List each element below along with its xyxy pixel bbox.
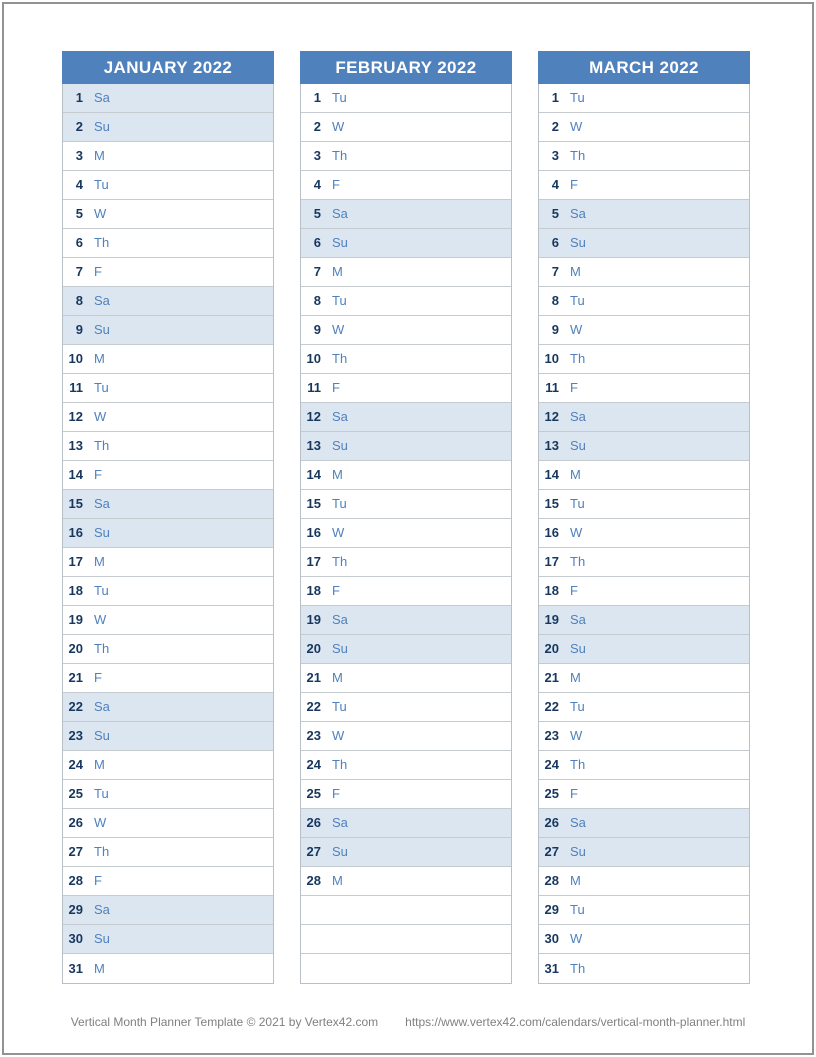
day-row: [63, 809, 273, 838]
weekday-label: Tu: [570, 699, 585, 714]
day-number: 12: [68, 409, 83, 424]
day-number: 11: [307, 380, 321, 395]
day-row: [539, 693, 749, 722]
weekday-label: Tu: [570, 90, 585, 105]
day-number: 21: [68, 670, 83, 685]
day-row: [539, 142, 749, 171]
day-number: 9: [75, 322, 83, 337]
day-number: 22: [306, 699, 321, 714]
empty-row: [301, 896, 511, 925]
weekday-label: Th: [94, 641, 110, 656]
day-number: 25: [68, 786, 83, 801]
day-number: 5: [75, 206, 83, 221]
day-row: [301, 635, 511, 664]
day-row: [301, 229, 511, 258]
day-row: [63, 200, 273, 229]
day-row: [539, 374, 749, 403]
day-row: [301, 461, 511, 490]
day-number: 1: [75, 90, 83, 105]
day-number: 4: [551, 177, 559, 192]
day-row: [301, 200, 511, 229]
weekday-label: Sa: [332, 612, 348, 627]
day-row: [539, 519, 749, 548]
weekday-label: W: [332, 119, 345, 134]
weekday-label: F: [94, 873, 102, 888]
day-row: [539, 229, 749, 258]
weekday-label: Sa: [94, 293, 110, 308]
weekday-label: Th: [332, 554, 348, 569]
weekday-label: W: [570, 322, 583, 337]
day-row: [63, 229, 273, 258]
day-number: 22: [68, 699, 83, 714]
day-row: [539, 838, 749, 867]
day-row: [63, 925, 273, 954]
day-row: [539, 287, 749, 316]
day-number: 27: [544, 844, 559, 859]
day-row: [63, 548, 273, 577]
weekday-label: Tu: [94, 177, 109, 192]
day-number: 31: [544, 961, 559, 976]
day-number: 12: [306, 409, 321, 424]
day-row: [63, 316, 273, 345]
day-row: [63, 432, 273, 461]
day-row: [539, 345, 749, 374]
weekday-label: Sa: [570, 612, 586, 627]
weekday-label: Tu: [570, 293, 585, 308]
day-row: [539, 461, 749, 490]
day-number: 20: [68, 641, 83, 656]
day-row: [63, 635, 273, 664]
day-row: [63, 258, 273, 287]
weekday-label: Su: [570, 235, 586, 250]
day-number: 10: [544, 351, 559, 366]
day-row: [63, 461, 273, 490]
weekday-label: Su: [94, 525, 110, 540]
day-number: 9: [313, 322, 321, 337]
day-number: 17: [306, 554, 321, 569]
day-number: 16: [306, 525, 321, 540]
day-row: [539, 548, 749, 577]
weekday-label: M: [332, 670, 343, 685]
day-row: [63, 84, 273, 113]
weekday-label: Th: [94, 844, 110, 859]
weekday-label: Th: [94, 438, 110, 453]
day-row: [539, 403, 749, 432]
weekday-label: Tu: [570, 496, 585, 511]
day-number: 9: [551, 322, 559, 337]
weekday-label: Th: [94, 235, 110, 250]
day-number: 2: [313, 119, 321, 134]
weekday-label: W: [94, 612, 107, 627]
day-row: [539, 635, 749, 664]
month-rows: [300, 84, 512, 984]
month-rows: [538, 84, 750, 984]
weekday-label: F: [570, 786, 578, 801]
day-number: 7: [75, 264, 83, 279]
day-row: [301, 780, 511, 809]
day-number: 29: [544, 902, 559, 917]
weekday-label: M: [94, 148, 105, 163]
day-row: [301, 838, 511, 867]
day-row: [301, 548, 511, 577]
day-number: 23: [68, 728, 83, 743]
weekday-label: Th: [570, 148, 586, 163]
weekday-label: Sa: [94, 496, 110, 511]
day-number: 6: [551, 235, 559, 250]
footer-credit: Vertical Month Planner Template © 2021 by Vertex42.com: [70, 1015, 379, 1029]
day-number: 14: [68, 467, 83, 482]
weekday-label: M: [332, 467, 343, 482]
weekday-label: F: [332, 583, 340, 598]
day-row: [301, 490, 511, 519]
day-number: 21: [544, 670, 559, 685]
day-number: 3: [75, 148, 83, 163]
day-row: [63, 606, 273, 635]
weekday-label: W: [570, 728, 583, 743]
day-row: [301, 113, 511, 142]
day-number: 19: [68, 612, 83, 627]
weekday-label: F: [570, 380, 578, 395]
month-header: MARCH 2022: [538, 51, 750, 84]
day-row: [301, 722, 511, 751]
day-number: 11: [69, 380, 83, 395]
day-row: [63, 896, 273, 925]
weekday-label: Su: [570, 844, 586, 859]
day-number: 24: [544, 757, 559, 772]
weekday-label: Th: [332, 757, 348, 772]
day-row: [301, 403, 511, 432]
day-row: [301, 809, 511, 838]
day-number: 17: [544, 554, 559, 569]
day-number: 24: [68, 757, 83, 772]
weekday-label: Tu: [332, 496, 347, 511]
day-row: [63, 577, 273, 606]
weekday-label: Th: [570, 351, 586, 366]
weekday-label: Sa: [94, 699, 110, 714]
day-number: 18: [68, 583, 83, 598]
weekday-label: M: [570, 264, 581, 279]
day-row: [301, 84, 511, 113]
day-number: 28: [68, 873, 83, 888]
month-rows: [62, 84, 274, 984]
day-row: [539, 751, 749, 780]
day-row: [63, 519, 273, 548]
day-row: [63, 867, 273, 896]
day-row: [539, 809, 749, 838]
day-row: [301, 374, 511, 403]
day-row: [301, 345, 511, 374]
weekday-label: W: [94, 409, 107, 424]
weekday-label: W: [94, 206, 107, 221]
weekday-label: F: [570, 583, 578, 598]
day-number: 23: [306, 728, 321, 743]
weekday-label: Th: [570, 757, 586, 772]
day-row: [539, 490, 749, 519]
day-number: 12: [544, 409, 559, 424]
weekday-label: Su: [332, 235, 348, 250]
weekday-label: Su: [570, 438, 586, 453]
day-number: 10: [306, 351, 321, 366]
day-row: [539, 258, 749, 287]
day-number: 3: [313, 148, 321, 163]
day-row: [301, 606, 511, 635]
month-header: JANUARY 2022: [62, 51, 274, 84]
empty-row: [301, 925, 511, 954]
day-row: [539, 925, 749, 954]
day-number: 18: [306, 583, 321, 598]
weekday-label: W: [570, 525, 583, 540]
day-row: [539, 780, 749, 809]
day-row: [301, 432, 511, 461]
weekday-label: Sa: [332, 409, 348, 424]
day-number: 18: [544, 583, 559, 598]
weekday-label: Tu: [94, 380, 109, 395]
weekday-label: F: [570, 177, 578, 192]
weekday-label: W: [332, 322, 345, 337]
day-number: 30: [544, 931, 559, 946]
footer: [0, 1015, 816, 1029]
day-row: [63, 403, 273, 432]
day-number: 25: [544, 786, 559, 801]
day-number: 26: [68, 815, 83, 830]
day-row: [539, 896, 749, 925]
day-number: 20: [544, 641, 559, 656]
day-row: [539, 954, 749, 983]
weekday-label: Th: [332, 148, 348, 163]
day-row: [63, 693, 273, 722]
day-number: 27: [306, 844, 321, 859]
weekday-label: Sa: [570, 409, 586, 424]
weekday-label: Sa: [570, 815, 586, 830]
weekday-label: M: [94, 554, 105, 569]
day-number: 2: [551, 119, 559, 134]
day-row: [539, 867, 749, 896]
day-row: [539, 84, 749, 113]
weekday-label: Su: [570, 641, 586, 656]
day-row: [539, 432, 749, 461]
day-number: 4: [313, 177, 321, 192]
day-number: 10: [68, 351, 83, 366]
weekday-label: M: [332, 264, 343, 279]
weekday-label: Sa: [570, 206, 586, 221]
weekday-label: M: [332, 873, 343, 888]
weekday-label: F: [94, 467, 102, 482]
day-number: 13: [68, 438, 83, 453]
weekday-label: W: [570, 931, 583, 946]
weekday-label: F: [332, 177, 340, 192]
day-row: [301, 664, 511, 693]
weekday-label: Su: [94, 322, 110, 337]
weekday-label: Sa: [94, 90, 110, 105]
day-number: 14: [306, 467, 321, 482]
weekday-label: Su: [332, 641, 348, 656]
day-number: 15: [544, 496, 559, 511]
day-row: [539, 606, 749, 635]
weekday-label: Tu: [332, 699, 347, 714]
weekday-label: M: [94, 757, 105, 772]
day-row: [301, 258, 511, 287]
day-number: 5: [551, 206, 559, 221]
day-row: [63, 664, 273, 693]
weekday-label: Tu: [94, 786, 109, 801]
day-number: 13: [306, 438, 321, 453]
day-number: 24: [306, 757, 321, 772]
day-row: [539, 664, 749, 693]
weekday-label: F: [94, 670, 102, 685]
day-number: 8: [551, 293, 559, 308]
weekday-label: Tu: [332, 90, 347, 105]
day-number: 1: [551, 90, 559, 105]
day-number: 2: [75, 119, 83, 134]
month-column: [538, 51, 750, 984]
day-row: [63, 171, 273, 200]
weekday-label: Th: [570, 961, 586, 976]
day-number: 19: [544, 612, 559, 627]
weekday-label: F: [332, 786, 340, 801]
day-row: [539, 200, 749, 229]
day-number: 21: [306, 670, 321, 685]
day-row: [63, 722, 273, 751]
day-number: 6: [75, 235, 83, 250]
day-row: [63, 751, 273, 780]
day-number: 5: [313, 206, 321, 221]
day-number: 23: [544, 728, 559, 743]
day-number: 29: [68, 902, 83, 917]
weekday-label: Sa: [332, 206, 348, 221]
month-header: FEBRUARY 2022: [300, 51, 512, 84]
day-row: [301, 287, 511, 316]
weekday-label: Su: [94, 728, 110, 743]
day-number: 15: [306, 496, 321, 511]
day-row: [63, 954, 273, 983]
day-row: [539, 316, 749, 345]
day-row: [539, 171, 749, 200]
day-row: [301, 751, 511, 780]
weekday-label: Th: [332, 351, 348, 366]
weekday-label: M: [570, 873, 581, 888]
day-number: 14: [544, 467, 559, 482]
day-number: 16: [544, 525, 559, 540]
day-row: [301, 867, 511, 896]
day-number: 31: [68, 961, 83, 976]
day-number: 13: [544, 438, 559, 453]
day-number: 15: [68, 496, 83, 511]
weekday-label: F: [94, 264, 102, 279]
day-row: [63, 345, 273, 374]
weekday-label: W: [94, 815, 107, 830]
day-number: 6: [313, 235, 321, 250]
day-row: [539, 577, 749, 606]
day-number: 28: [306, 873, 321, 888]
day-row: [301, 577, 511, 606]
day-row: [63, 490, 273, 519]
day-row: [63, 374, 273, 403]
day-number: 8: [313, 293, 321, 308]
month-columns: [62, 51, 750, 984]
weekday-label: Tu: [94, 583, 109, 598]
day-number: 11: [545, 380, 559, 395]
day-row: [539, 722, 749, 751]
day-row: [301, 171, 511, 200]
day-number: 7: [313, 264, 321, 279]
day-number: 30: [68, 931, 83, 946]
day-row: [63, 780, 273, 809]
day-number: 8: [75, 293, 83, 308]
weekday-label: M: [94, 961, 105, 976]
weekday-label: Su: [94, 931, 110, 946]
day-number: 4: [75, 177, 83, 192]
day-row: [63, 287, 273, 316]
day-number: 26: [306, 815, 321, 830]
weekday-label: M: [570, 670, 581, 685]
day-row: [301, 142, 511, 171]
day-number: 17: [68, 554, 83, 569]
day-number: 22: [544, 699, 559, 714]
weekday-label: F: [332, 380, 340, 395]
day-number: 1: [313, 90, 321, 105]
day-row: [63, 142, 273, 171]
empty-row: [301, 954, 511, 983]
weekday-label: Tu: [332, 293, 347, 308]
day-number: 27: [68, 844, 83, 859]
weekday-label: W: [332, 728, 345, 743]
day-number: 7: [551, 264, 559, 279]
footer-url: https://www.vertex42.com/calendars/vertical-month-planner.html: [405, 1015, 746, 1029]
weekday-label: M: [570, 467, 581, 482]
day-number: 26: [544, 815, 559, 830]
day-row: [63, 838, 273, 867]
weekday-label: W: [570, 119, 583, 134]
day-row: [63, 113, 273, 142]
day-row: [301, 519, 511, 548]
weekday-label: Th: [570, 554, 586, 569]
day-number: 3: [551, 148, 559, 163]
weekday-label: Su: [332, 844, 348, 859]
weekday-label: Sa: [94, 902, 110, 917]
weekday-label: Tu: [570, 902, 585, 917]
day-row: [301, 693, 511, 722]
day-row: [301, 316, 511, 345]
weekday-label: M: [94, 351, 105, 366]
day-number: 25: [306, 786, 321, 801]
month-column: [62, 51, 274, 984]
day-number: 16: [68, 525, 83, 540]
weekday-label: Sa: [332, 815, 348, 830]
month-column: [300, 51, 512, 984]
day-row: [539, 113, 749, 142]
day-number: 20: [306, 641, 321, 656]
weekday-label: Su: [94, 119, 110, 134]
weekday-label: Su: [332, 438, 348, 453]
weekday-label: W: [332, 525, 345, 540]
day-number: 19: [306, 612, 321, 627]
day-number: 28: [544, 873, 559, 888]
